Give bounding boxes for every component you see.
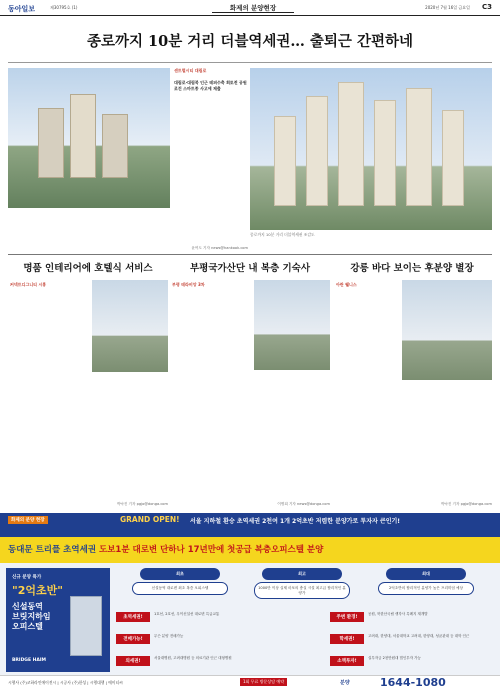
section-headline: 강릉 바다 보이는 후분양 별장	[350, 263, 474, 274]
ad-credits: 시행사 (주)코하라인에이전시 | 시공사 (주)한성 | 시행대행 | 에이티씨	[8, 680, 123, 685]
building-render	[442, 110, 464, 206]
ad-title-main: 도보1분 대로변 단하나 17년만에 첫공급 복층오피스텔 분양	[99, 545, 324, 555]
top-photo	[8, 68, 170, 208]
building-tower	[38, 108, 64, 178]
byline: 박낙진 기자 pgjo@donga.com	[440, 502, 492, 506]
byline: 윤여도 기자 news@hankook.com	[191, 246, 248, 250]
building-tower	[70, 94, 96, 178]
bubble-first: 신설동역 대로변 최초 복층 오피스텔	[132, 582, 228, 595]
feature-tag: 소액투자!	[330, 656, 364, 666]
ad-left-price: "2억초반"	[12, 584, 63, 597]
issue-date: 2020년 7월 16일 금요일	[425, 5, 470, 10]
ad-left-name2: 브릿지하임	[12, 612, 51, 621]
grand-open: GRAND OPEN!	[120, 515, 180, 524]
ad-left-name1: 신설동역	[12, 602, 43, 611]
ad-title-pre: 동대문 트리플 초역세권	[8, 545, 97, 555]
section-image	[254, 280, 330, 370]
issue-number: 제30795호 (1)	[50, 5, 78, 10]
pill-largest: 최대	[386, 568, 466, 580]
byline: 이병희 기자 news@donga.com	[277, 502, 330, 506]
section-subhead: 아란 웰니스	[336, 282, 357, 287]
ad-main-title	[8, 543, 323, 555]
section-subhead: 커넥트디그니티 시흥	[10, 282, 47, 287]
ad-label: 분양	[340, 680, 350, 686]
section-subhead: 부평 테라비앙 3차	[172, 282, 205, 287]
building-render	[338, 82, 364, 206]
building-render	[374, 100, 396, 206]
building-render	[306, 96, 328, 206]
feature-text: 공원, 북한산국립 생각사 특례지 재개발	[368, 612, 428, 616]
ad-left-name	[12, 602, 51, 632]
section-headline: 명품 인테리어에 호텔식 서비스	[23, 263, 153, 274]
rendering-image	[250, 68, 492, 230]
bubble-largest: 2억초반의 합리적인 분양가 높은 프리미엄 예상	[378, 582, 474, 595]
ad-tag: 화제의 분양 현장	[8, 516, 48, 524]
divider	[8, 254, 492, 255]
section-title: 화제의 분양현장	[212, 3, 294, 13]
building-render	[70, 596, 102, 656]
feature-tag: 의세권!	[116, 656, 150, 666]
article-deck: 대림로·대림북 인근 테퍼수축 회토전 공원 로건 스마트종 사고에 제출	[174, 80, 247, 91]
article-subheading: 센트럴시티 대림로	[174, 68, 207, 73]
ad-left-small: 신규 분양 특가	[12, 575, 42, 580]
feature-text: 고려대, 한양대, 서울대학교 고려대, 한양대, 성균관대 등 대학 인근	[368, 634, 470, 638]
phone-number: 1644-1080	[380, 676, 446, 689]
ad-left-name3: 오피스텔	[12, 622, 43, 631]
main-headline: 종로까지 10분 거리 더블역세권… 출퇴근 간편하네	[86, 33, 414, 50]
pill-best: 최고	[262, 568, 342, 580]
ad-cta: 1회 무료 방문상담 예약	[240, 678, 287, 686]
feature-tag: 초역세권!	[116, 612, 150, 622]
divider	[8, 62, 492, 63]
section-image	[402, 280, 492, 380]
feature-tag: 전매가능!	[116, 634, 150, 644]
pill-first: 최초	[140, 568, 220, 580]
ad-left-panel	[6, 568, 110, 672]
page-number: C3	[481, 3, 492, 11]
building-render	[274, 116, 296, 206]
section-headline: 부평국가산단 내 복층 기숙사	[189, 263, 311, 274]
section-image	[92, 280, 168, 372]
image-caption: 종로까지 10분 거리 더블역세권 조감도	[250, 232, 315, 237]
feature-text: 실투자금 2천만원대 법인투자 가능	[368, 656, 421, 660]
feature-text: 서울대병원, 고려대병원 등 의료기관 인근 대형병원	[154, 656, 232, 660]
feature-tag: 주변 환경!	[330, 612, 364, 622]
feature-text: 무슨 분양 전매가능	[154, 634, 184, 638]
newspaper-logo: 동아일보	[8, 5, 36, 13]
building-tower	[102, 114, 128, 178]
bubble-best: 1000만 이상 실제 마포의 충실 시설 최고급 합리적인 분양가	[254, 582, 350, 599]
byline: 박낙진 기자 pgjo@donga.com	[116, 502, 168, 506]
feature-tag: 학세권!	[330, 634, 364, 644]
feature-text: 1호선, 2호선, 우이신설선 대로변 특급교통	[154, 612, 220, 616]
building-render	[406, 88, 432, 206]
ad-announcement: 서울 지하철 환승 초역세권 2천여 1개 2억초반 저렴한 분양가로 투자자 큰인기!	[190, 518, 401, 525]
ad-brand: BRIDGE HAIM	[12, 658, 47, 663]
